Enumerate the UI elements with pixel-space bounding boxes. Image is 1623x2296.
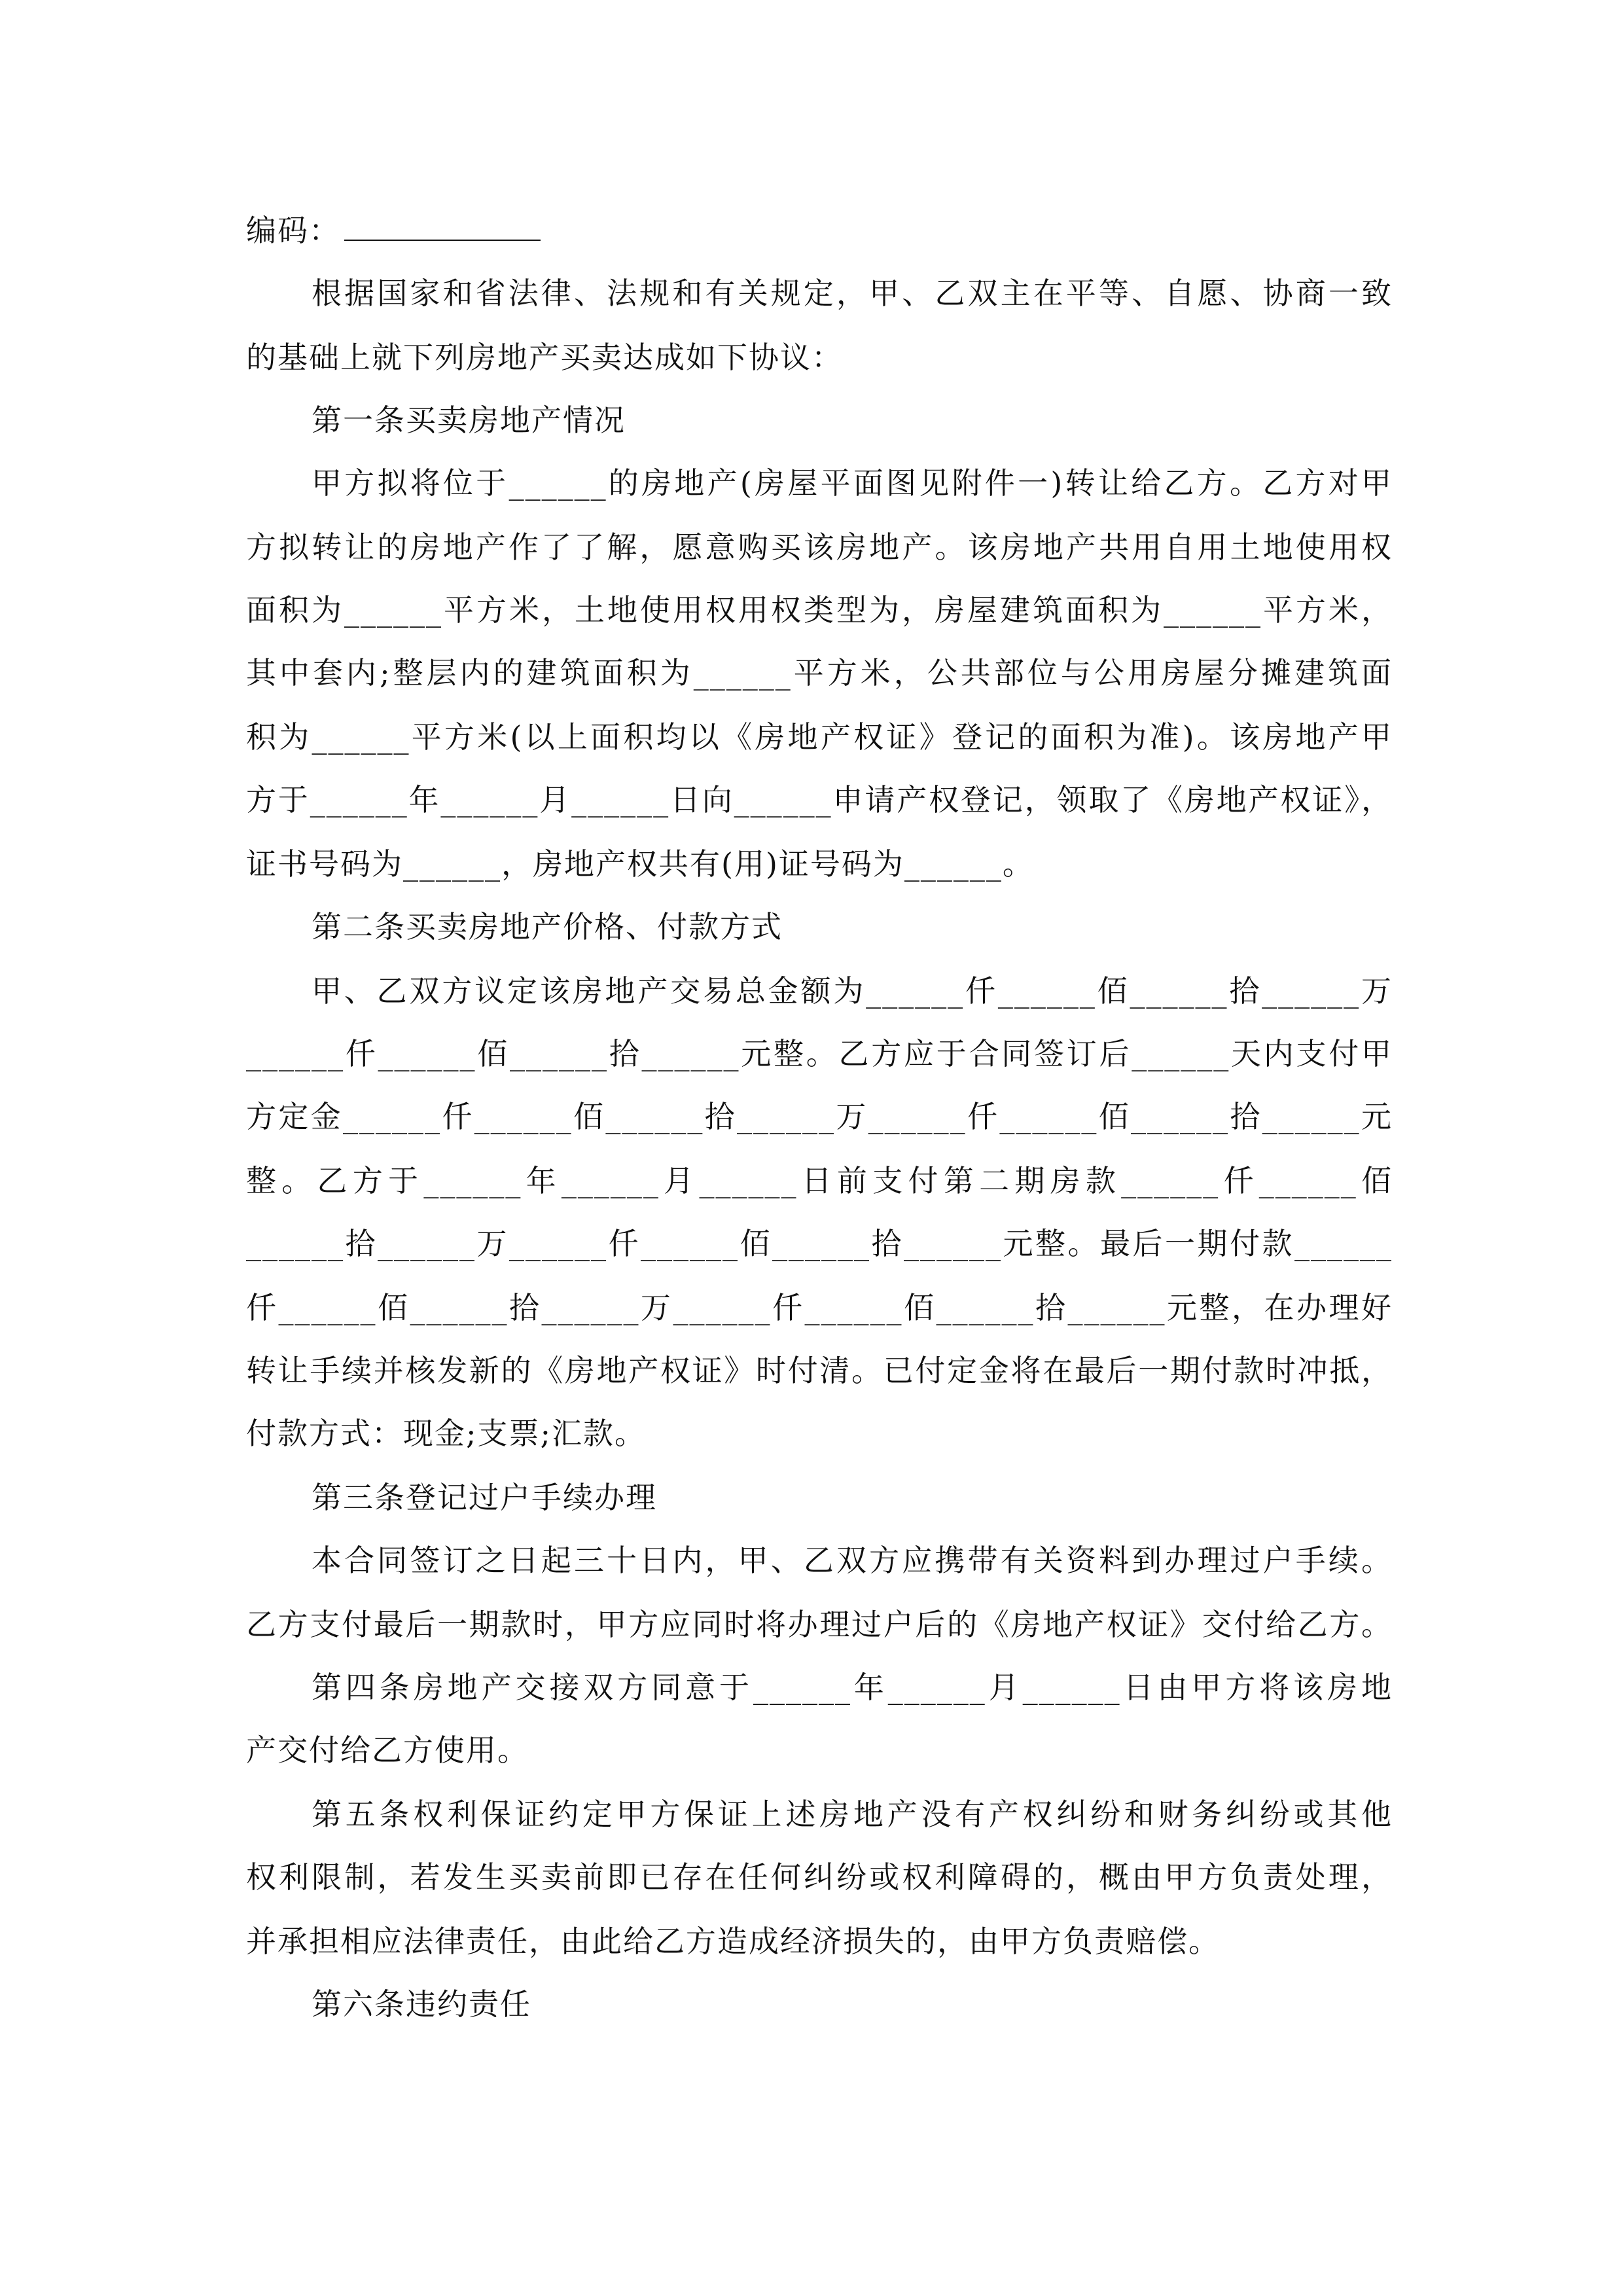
article-1-line-6: 方于______年______月______日向______申请产权登记，领取了《房地产权证》， <box>246 782 1393 817</box>
article-4-line-2: 产交付给乙方使用。 <box>246 1732 529 1768</box>
article-2-line-4: 整。乙方于______年______月______日前支付第二期房款______仟______佰 <box>246 1163 1393 1198</box>
article-2-line-3: 方定金______仟______佰______拾______万______仟______佰______拾______元 <box>246 1099 1393 1134</box>
preamble-line-2: 的基础上就下列房地产买卖达成如下协议： <box>246 340 843 375</box>
article-2-line-1: 甲、乙双方议定该房地产交易总金额为______仟______佰______拾______万 <box>312 973 1393 1009</box>
article-2-line-7: 转让手续并核发新的《房地产权证》时付清。已付定金将在最后一期付款时冲抵， <box>246 1353 1393 1388</box>
article-1-line-3: 面积为______平方米，土地使用权用权类型为，房屋建筑面积为______平方米， <box>246 592 1393 628</box>
article-5-line-3: 并承担相应法律责任，由此给乙方造成经济损失的，由甲方负责赔偿。 <box>246 1924 1220 1959</box>
article-2-line-8: 付款方式：现金;支票;汇款。 <box>246 1416 646 1451</box>
article-1-line-2: 方拟转让的房地产作了了解，愿意购买该房地产。该房地产共用自用土地使用权 <box>246 529 1393 565</box>
article-2-line-5: ______拾______万______仟______佰______拾______元整。最后一期付款______ <box>246 1226 1393 1261</box>
code-blank-underline <box>344 240 541 241</box>
article-2-line-6: 仟______佰______拾______万______仟______佰______拾______元整，在办理好 <box>246 1290 1393 1325</box>
article-1-heading: 第一条买卖房地产情况 <box>312 403 626 438</box>
article-3-line-1: 本合同签订之日起三十日内，甲、乙双方应携带有关资料到办理过户手续。 <box>312 1543 1393 1578</box>
article-2-heading: 第二条买卖房地产价格、付款方式 <box>312 909 783 944</box>
article-1-line-7: 证书号码为______，房地产权共有(用)证号码为______。 <box>246 846 1034 882</box>
article-3-heading: 第三条登记过户手续办理 <box>312 1480 657 1515</box>
article-1-line-1: 甲方拟将位于______的房地产(房屋平面图见附件一)转让给乙方。乙方对甲 <box>312 465 1393 501</box>
document-page <box>246 0 1393 2296</box>
article-1-line-5: 积为______平方米(以上面积均以《房地产权证》登记的面积为准)。该房地产甲 <box>246 719 1393 755</box>
code-label: 编码： <box>246 213 340 248</box>
preamble-line-1: 根据国家和省法律、法规和有关规定，甲、乙双主在平等、自愿、协商一致 <box>312 276 1393 311</box>
article-2-line-2: ______仟______佰______拾______元整。乙方应于合同签订后______天内支付甲 <box>246 1036 1393 1071</box>
article-3-line-2: 乙方支付最后一期款时，甲方应同时将办理过户后的《房地产权证》交付给乙方。 <box>246 1607 1393 1642</box>
article-5-line-2: 权利限制，若发生买卖前即已存在任何纠纷或权利障碍的，概由甲方负责处理， <box>246 1859 1393 1895</box>
article-6-heading: 第六条违约责任 <box>312 1986 531 2022</box>
article-4-line-1: 第四条房地产交接双方同意于______年______月______日由甲方将该房地 <box>312 1670 1393 1705</box>
article-1-line-4: 其中套内;整层内的建筑面积为______平方米，公共部位与公用房屋分摊建筑面 <box>246 655 1393 691</box>
article-5-line-1: 第五条权利保证约定甲方保证上述房地产没有产权纠纷和财务纠纷或其他 <box>312 1797 1393 1832</box>
